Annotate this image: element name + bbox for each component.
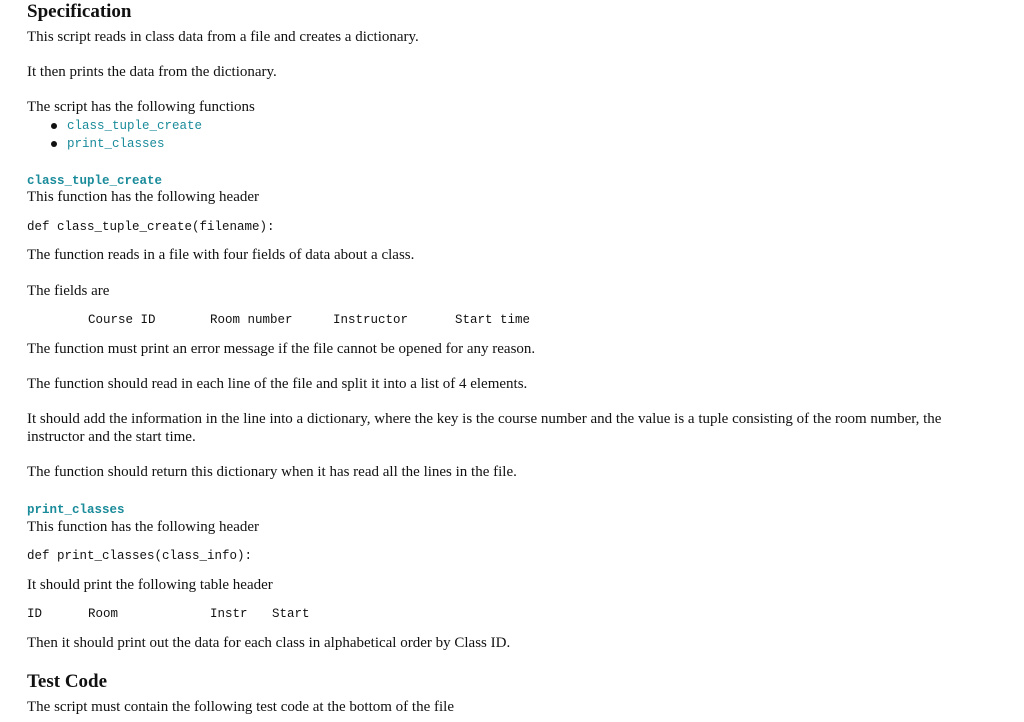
test-code-heading: Test Code (27, 671, 108, 692)
class-tuple-create-signature: def class_tuple_create(filename): (27, 220, 275, 234)
col-start: Start (272, 607, 310, 621)
test-code-text: The script must contain the following test code at the bottom of the file (27, 699, 454, 715)
field-start-time: Start time (455, 313, 531, 327)
error-msg-text: The function must print an error message if the file cannot be opened for any reason. (27, 341, 536, 357)
reads-text: The function reads in a file with four fields of data about a class. (27, 247, 415, 263)
split-text: The function should read in each line of the file and split it into a list of 4 elements. (27, 376, 528, 392)
table-header-row (27, 606, 427, 622)
print-classes-header-label: This function has the following header (27, 519, 260, 535)
bullet-icon (51, 141, 57, 147)
function-name: print_classes (67, 137, 165, 151)
field-course-id: Course ID (88, 313, 156, 327)
class-tuple-create-header-label: This function has the following header (27, 189, 260, 205)
function-name: class_tuple_create (67, 119, 203, 133)
col-id: ID (27, 607, 43, 621)
then-text: It then prints the data from the dictionary. (27, 64, 277, 80)
add-info-text: It should add the information in the line into a dictionary, where the key is the course number and the value is a tuple consisting of the room number, the instructor and the start time. (27, 411, 942, 445)
return-text: The function should return this dictionary when it has read all the lines in the file. (27, 464, 517, 480)
fields-row (27, 312, 627, 328)
print-classes-heading: print_classes (27, 503, 125, 517)
fields-label: The fields are (27, 283, 110, 299)
list-item (67, 118, 202, 134)
specification-heading: Specification (27, 1, 132, 22)
list-item (67, 136, 165, 152)
field-instructor: Instructor (333, 313, 409, 327)
bullet-icon (51, 123, 57, 129)
col-instr: Instr (210, 607, 248, 621)
intro-text: This script reads in class data from a file and creates a dictionary. (27, 29, 419, 45)
field-room-number: Room number (210, 313, 293, 327)
print-classes-signature: def print_classes(class_info): (27, 549, 253, 563)
order-text: Then it should print out the data for each class in alphabetical order by Class ID. (27, 635, 511, 651)
table-label: It should print the following table header (27, 577, 273, 593)
col-room: Room (88, 607, 119, 621)
functions-label: The script has the following functions (27, 99, 255, 115)
class-tuple-create-heading: class_tuple_create (27, 174, 163, 188)
